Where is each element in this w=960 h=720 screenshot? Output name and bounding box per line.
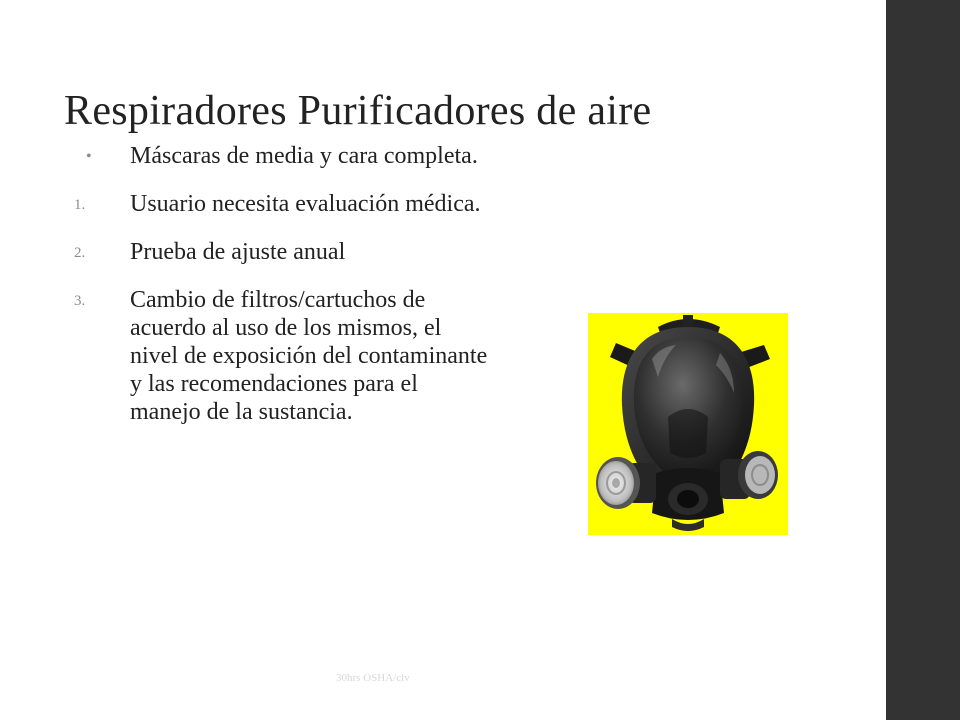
number-marker: 3. <box>74 293 86 309</box>
item-text: Prueba de ajuste anual <box>130 239 346 265</box>
list-item <box>70 286 490 426</box>
content-list <box>70 142 490 446</box>
slide-title: Respiradores Purificadores de aire <box>64 88 652 134</box>
full-face-respirator-icon <box>588 313 788 535</box>
item-text: Cambio de filtros/cartuchos de acuerdo al uso de los mismos, el nivel de exposición del contaminante y las recomendaciones para el manejo de la sustancia. <box>130 287 488 425</box>
number-marker: 1. <box>74 197 86 213</box>
side-bar <box>886 0 960 720</box>
number-marker: 2. <box>74 245 86 261</box>
list-item <box>70 142 490 170</box>
item-text: Usuario necesita evaluación médica. <box>130 191 481 217</box>
bullet-marker: • <box>86 148 92 165</box>
list-item <box>70 190 490 218</box>
item-text: Máscaras de media y cara completa. <box>130 143 478 169</box>
list-item <box>70 238 490 266</box>
footer-text: 30hrs OSHA/clv <box>336 672 410 684</box>
